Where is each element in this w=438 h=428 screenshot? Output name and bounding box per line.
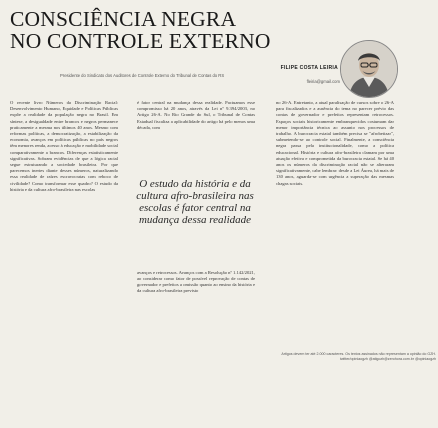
author-name: FILIPE COSTA LEIRIA <box>280 65 338 71</box>
title-line-1: CONSCIÊNCIA NEGRA <box>10 7 237 31</box>
article-column-3 <box>276 100 394 338</box>
title-line-2: NO CONTROLE EXTERNO <box>10 29 271 53</box>
article-column-1 <box>10 100 118 338</box>
column-2-continued-text: avanços e retrocessos. Avanços com a Resolução nº 1.142/2021, ao considerar como fator de possível reprovação de contas de governador e prefeitos a omissão quanto ao ensino da história e da cultura afro-brasileira previsto <box>137 269 255 294</box>
footer-note <box>138 352 436 362</box>
article-column-2-continued <box>137 265 255 339</box>
author-role: Presidente do Sindicato dos Auditores de Controle Externo do Tribunal de Contas do RS <box>60 73 225 78</box>
portrait-icon <box>341 41 397 97</box>
column-3-text: no 26-A. Entretanto, a atual paralisação de cursos sobre o 26-A para fiscalizados e a ausência do tema no parecer prévio das contas de governador e prefeitos representam retrocessos. Espaços sociais historicamente embranquecidos costumam dar menor importância técnica ao assunto nos processos de trabalho. A burocracia estatal também precisa se "afrobetizar", submetendo-se ao controle social. Finalmente, a consciência negra passa pela institucionalidade, como a política educacional. História e cultura afro-brasileira clamam por uma atuação efetiva e comprometida da burocracia estatal. Se há 40 anos os números da discriminação racial não se alteraram significativamente, cabe lembrar: desde a Lei Áurea, há mais de 130 anos, aguarda-se com urgência a superação das mesmas chagas sociais. <box>276 100 394 186</box>
column-1-text: O recente livro Números da Discriminação Racial: Desenvolvimento Humano, Equidade e Políticas Públicas expõe a realidade da população negra no Brasil. Em síntese, a desigualdade entre brancos e negros permanece praticamente a mesma nos últimos 40 anos. Mesmo com reformas políticas, a democratização, a estabilização da economia, avanços em políticas públicas no país negros têm menores renda, acesso à educação e mobilidade social comparativamente a brancos. Diferenças estatisticamente significativas. Sobram evidências de que a lógica racial segue estruturando a sociedade brasileira. Por que parecemos inertes diante desses números, naturalizando essa realidade de raízes escravocratas com reboco de civilidade? Como transformar esse quadro? O estudo da história e da cultura afro-brasileira nas escolas <box>10 100 118 192</box>
footer-contacts: twitter/opiniaogzh @atigozh@zerohora.com.br @opiniaogzh <box>339 357 436 361</box>
article-column-2 <box>137 100 255 172</box>
column-2-text: é fator central na mudança dessa realidade. Pactuamos esse compromisso há 20 anos, através da Lei nº 9.394/2003, no Artigo 26-A. No Rio Grande do Sul, o Tribunal de Contas Estadual fiscaliza a aplicabilidade do artigo há pelo menos uma década, com <box>137 100 255 130</box>
author-avatar <box>340 40 398 98</box>
author-email: fleiria@gmail.com <box>306 79 340 84</box>
article-title <box>10 8 271 52</box>
footer-disclaimer: Artigos devem ter até 2.000 caracteres. Os textos assinados não representam a opinião do GZH. <box>281 352 436 356</box>
pull-quote: O estudo da história e da cultura afro-brasileira nas escolas é fator central na mudança dessa realidade <box>136 178 254 226</box>
